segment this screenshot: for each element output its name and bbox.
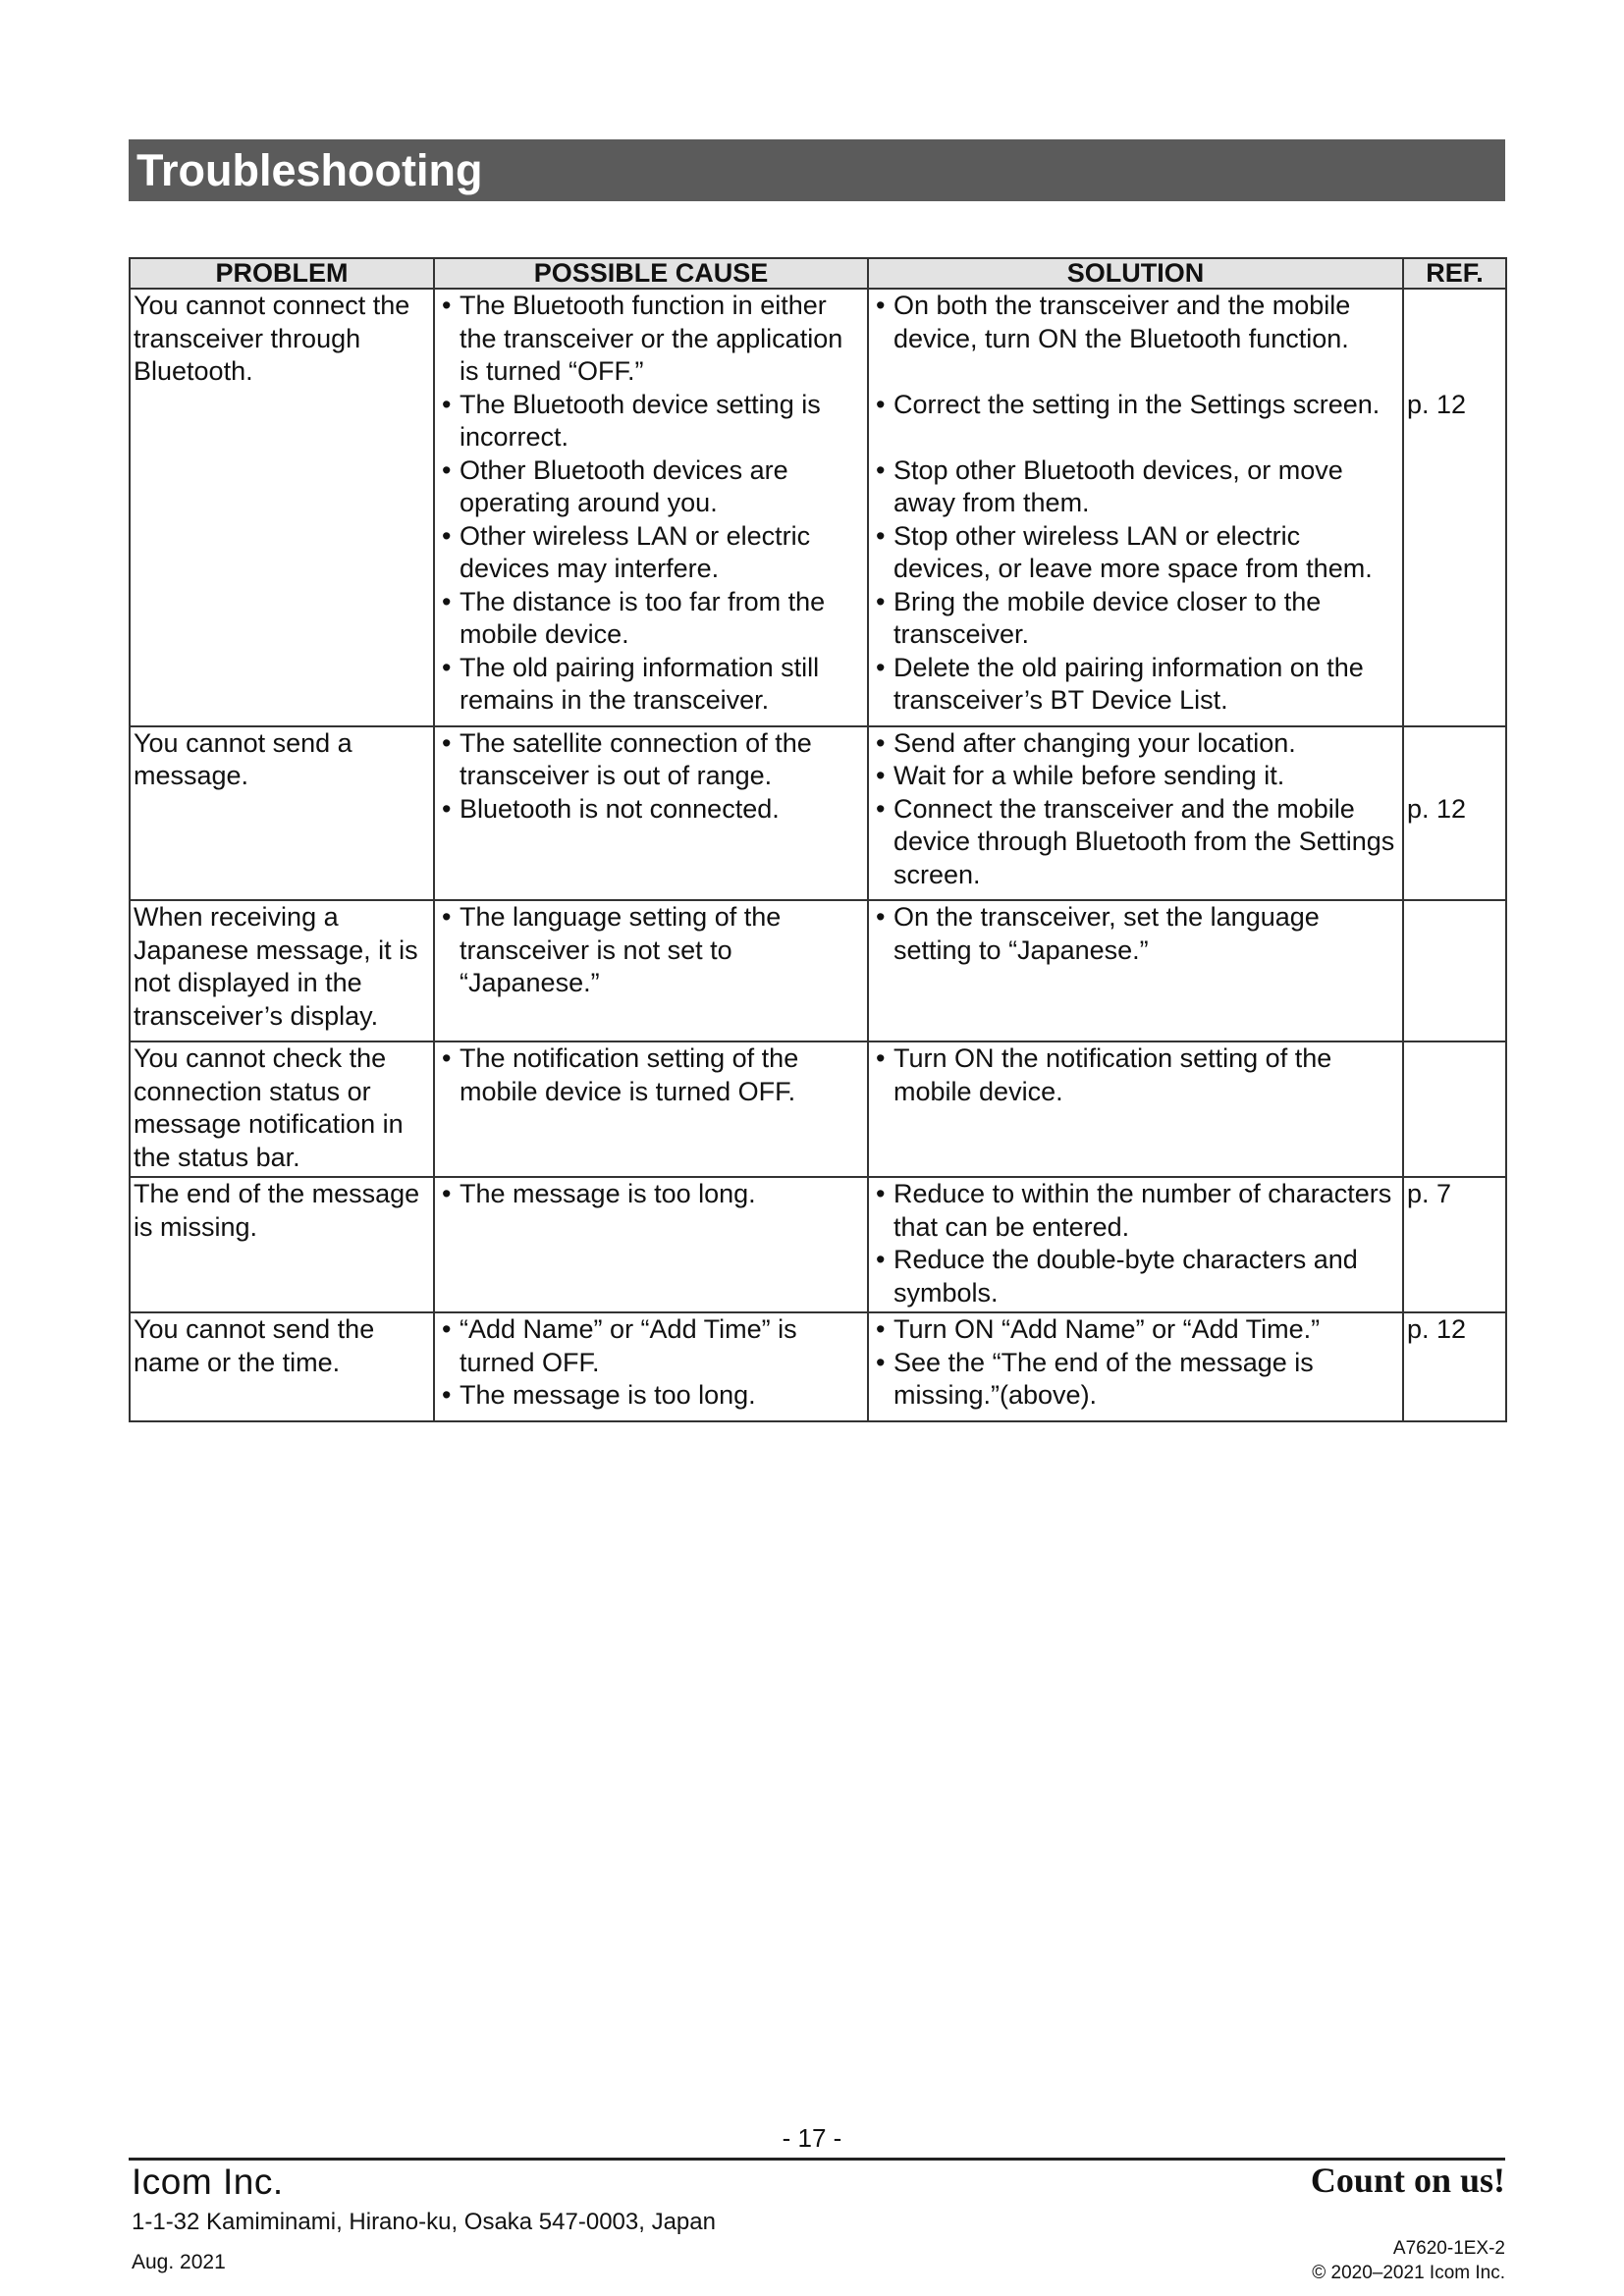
ref-link: p. 7	[1407, 1179, 1452, 1208]
cause-item: • “Add Name” or “Add Time” is turned OFF.	[438, 1313, 865, 1379]
cause-item: • The Bluetooth function in either the transceiver or the application is turned “OFF.”	[438, 290, 865, 389]
header-possible-cause: POSSIBLE CAUSE	[434, 258, 868, 289]
header-problem: PROBLEM	[130, 258, 434, 289]
footer-divider	[129, 2158, 1505, 2161]
publication-date: Aug. 2021	[132, 2251, 226, 2273]
table-row	[130, 1177, 1506, 1312]
cause-item: • The notification setting of the mobile device is turned OFF.	[438, 1042, 865, 1108]
problem-cell: You cannot connect the transceiver through Bluetooth.	[130, 289, 434, 726]
header-solution: SOLUTION	[868, 258, 1403, 289]
problem-cell: You cannot send the name or the time.	[130, 1312, 434, 1421]
solution-item: • On both the transceiver and the mobile device, turn ON the Bluetooth function.	[872, 290, 1400, 355]
cause-cell	[434, 900, 868, 1041]
cause-item: • The satellite connection of the transceiver is out of range.	[438, 727, 865, 793]
solution-cell	[868, 900, 1403, 1041]
ref-link: p. 12	[1407, 793, 1467, 824]
ref-cell	[1403, 289, 1506, 726]
table-row	[130, 1312, 1506, 1421]
ref-cell	[1403, 1312, 1506, 1421]
table-row	[130, 1041, 1506, 1177]
solution-cell	[868, 289, 1403, 726]
problem-cell: You cannot send a message.	[130, 726, 434, 901]
table-row	[130, 289, 1506, 726]
ref-link: p. 12	[1407, 1314, 1467, 1344]
cause-item: • The message is too long.	[438, 1178, 865, 1211]
solution-item: • Turn ON “Add Name” or “Add Time.”	[872, 1313, 1400, 1347]
problem-cell: When receiving a Japanese message, it is not displayed in the transceiver’s display.	[130, 900, 434, 1041]
solution-item: • Send after changing your location.	[872, 727, 1400, 761]
page-number: - 17 -	[782, 2123, 842, 2153]
table-row	[130, 900, 1506, 1041]
problem-cell: You cannot check the connection status or message notification in the status bar.	[130, 1041, 434, 1177]
cause-item: • The distance is too far from the mobile device.	[438, 586, 865, 652]
troubleshooting-table	[129, 257, 1507, 1422]
cause-cell	[434, 1041, 868, 1177]
solution-cell	[868, 1177, 1403, 1312]
ref-cell	[1403, 900, 1506, 1041]
solution-cell	[868, 1041, 1403, 1177]
solution-item: • Connect the transceiver and the mobile device through Bluetooth from the Settings screen.	[872, 793, 1400, 892]
slogan: Count on us!	[1310, 2161, 1505, 2200]
solution-item: • Delete the old pairing information on the transceiver’s BT Device List.	[872, 652, 1400, 718]
solution-item: • Stop other wireless LAN or electric devices, or leave more space from them.	[872, 520, 1400, 586]
company-address: 1-1-32 Kamiminami, Hirano-ku, Osaka 547-0003, Japan	[132, 2209, 716, 2235]
cause-cell	[434, 289, 868, 726]
solution-item: • Correct the setting in the Settings screen.	[872, 389, 1400, 422]
problem-cell: The end of the message is missing.	[130, 1177, 434, 1312]
cause-item: • The message is too long.	[438, 1379, 865, 1413]
solution-item: • Wait for a while before sending it.	[872, 760, 1400, 793]
solution-item: • Reduce the double-byte characters and symbols.	[872, 1244, 1400, 1309]
company-logo: Icom Inc.	[132, 2162, 284, 2202]
header-ref: REF.	[1403, 258, 1506, 289]
solution-item: • Stop other Bluetooth devices, or move away from them.	[872, 454, 1400, 520]
ref-link: p. 12	[1407, 389, 1467, 419]
cause-item: • The language setting of the transceiver is not set to “Japanese.”	[438, 901, 865, 1000]
document-code: A7620-1EX-2	[1392, 2238, 1505, 2259]
cause-item: • Other Bluetooth devices are operating around you.	[438, 454, 865, 520]
solution-item: • Bring the mobile device closer to the transceiver.	[872, 586, 1400, 652]
ref-cell	[1403, 1041, 1506, 1177]
copyright-notice: © 2020–2021 Icom Inc.	[1312, 2263, 1505, 2283]
solution-item: • On the transceiver, set the language setting to “Japanese.”	[872, 901, 1400, 967]
cause-cell	[434, 726, 868, 901]
solution-cell	[868, 1312, 1403, 1421]
cause-item: • Other wireless LAN or electric devices may interfere.	[438, 520, 865, 586]
solution-item: • See the “The end of the message is missing.”(above).	[872, 1347, 1400, 1413]
cause-cell	[434, 1312, 868, 1421]
ref-cell	[1403, 1177, 1506, 1312]
cause-cell	[434, 1177, 868, 1312]
table-row	[130, 726, 1506, 901]
cause-item: • The old pairing information still remains in the transceiver.	[438, 652, 865, 718]
page-title: Troubleshooting	[129, 139, 1505, 201]
cause-item: • The Bluetooth device setting is incorrect.	[438, 389, 865, 454]
ref-cell	[1403, 726, 1506, 901]
cause-item: • Bluetooth is not connected.	[438, 793, 865, 827]
solution-cell	[868, 726, 1403, 901]
table-header-row	[130, 258, 1506, 289]
solution-item: • Reduce to within the number of characters that can be entered.	[872, 1178, 1400, 1244]
solution-item: • Turn ON the notification setting of the mobile device.	[872, 1042, 1400, 1108]
